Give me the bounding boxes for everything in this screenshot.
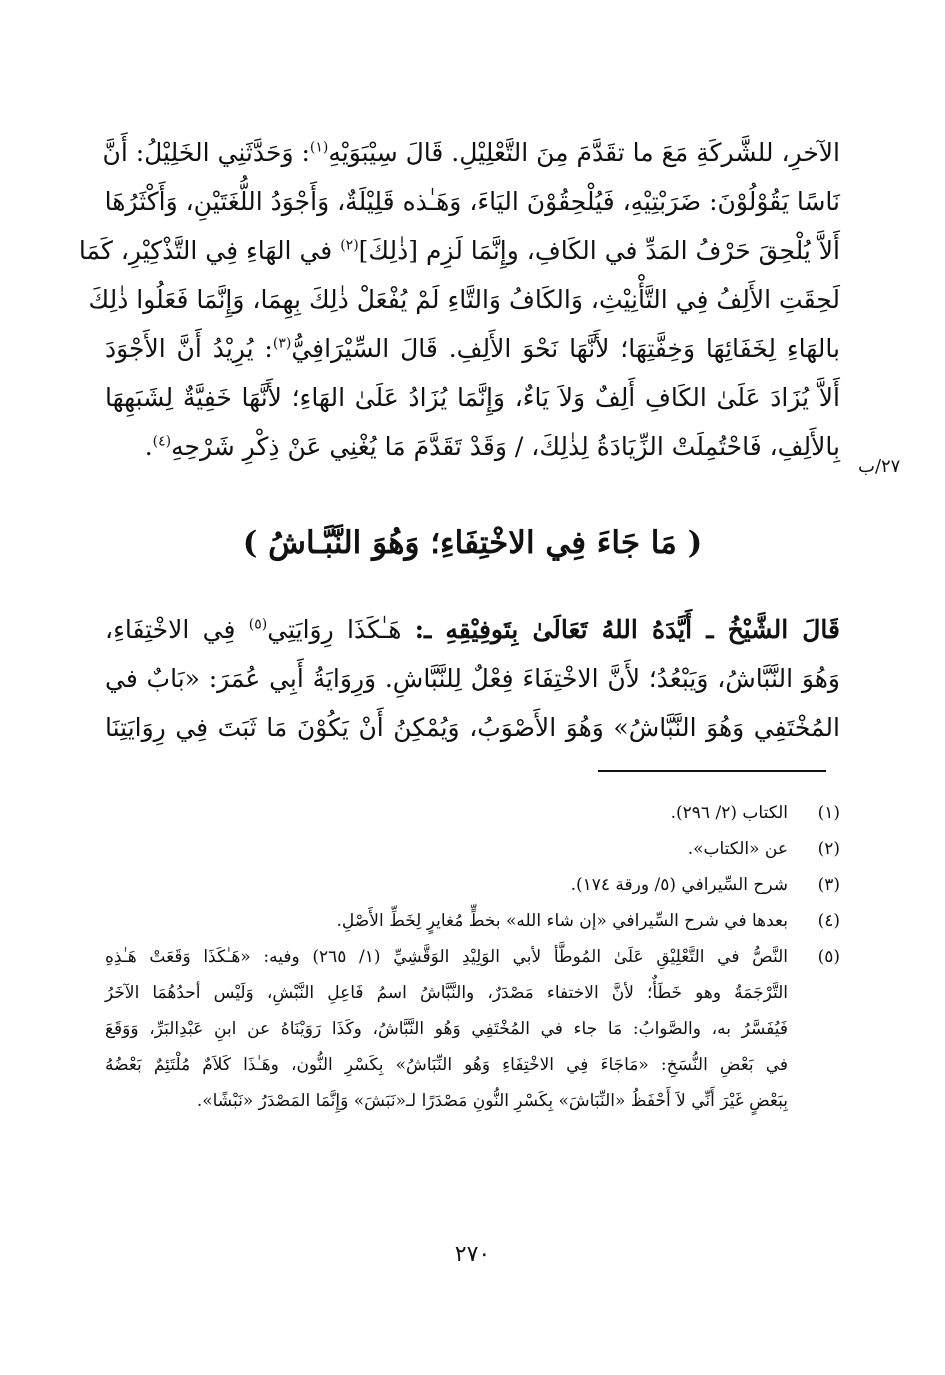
footnote-text-line: في بَعْضِ النُّسَخِ: «مَاجَاءَ فِي الاخْتِفَاءِ وَهُو النِّبَاشُ» بِكَسْرِ النُّون، وهَـٰذَا كَلاَمٌ مُلْتَئِمٌ بَعْضُهُ <box>105 1055 788 1075</box>
page-number: ٢٧٠ <box>454 1242 491 1267</box>
main-line-1: الآخرِ، للشَّركَةِ مَعَ ما تقَدَّمَ مِنَ التَّعْلِيْلِ. قَالَ سِيْبَوَيْهِ$^{(١)}$: وَحَدَّثَنِي الخَلِيْلُ: أَنَّ <box>102 138 840 167</box>
footnote-text: شرح السِّيرافي (٥/ ورقة ١٧٤). <box>570 875 788 895</box>
footnote-5 <box>105 939 840 1119</box>
footnote-separator <box>598 770 826 772</box>
main-text <box>78 128 840 471</box>
footnote-2 <box>105 831 840 867</box>
footnote-text: بعدها في شرح السِّيرافي «إن شاء الله» بخطٍّ مُغايرٍ لِخَطِّ الأَصْلِ. <box>336 911 788 931</box>
sheikh-says: قَالَ الشَّيْخُ ـ أَيَّدَهُ اللهُ تَعَالَىٰ بِتَوفِيْقِهِ ـ: <box>414 615 840 644</box>
footnote-text-line: التَّرْجَمَةُ وهو خَطَأٌ؛ لأنَّ الاختفاء مَصْدَرٌ، والنَّبَّاشُ اسمُ فَاعِلِ النَّبْشِ، وَلَيْس أحدُهُمَا الآخَرُ <box>105 983 788 1003</box>
main-line-6: أَلاَّ يُزَادَ عَلَىٰ الكَافِ أَلِفٌ وَلاَ يَاءٌ، وَإِنَّمَا يُزَادُ عَلَىٰ الهَاءِ؛ لأَنَّهَا خَفِيَّةٌ لِشَبَهِهَا <box>105 383 840 412</box>
footnote-3 <box>105 867 840 903</box>
footnote-ref-2[interactable]: (٢) <box>340 237 359 254</box>
main-line-7: بِالأَلِفِ، فَاحْتُمِلَتْ الزِّيَادَةُ لِذٰلِكَ، / وَقَدْ تَقَدَّمَ مَا يُغْنِي عَنْ ذِكْرِ شَرْحِهِ$^{(٤)}$. <box>144 432 840 461</box>
footnotes <box>105 795 840 1119</box>
footnote-ref-3[interactable]: (٣) <box>272 335 292 352</box>
footnote-number: (٢) <box>817 839 840 859</box>
footnote-1 <box>105 795 840 831</box>
main-line-4: لَحِقَتِ الأَلِفُ فِي التَّأْنِيْثِ، وَالكَافُ وَالتَّاءِ لَمْ يُفْعَلْ ذٰلِكَ بِهِمَا، وَإِنَّمَا فَعَلُوا ذٰلِكَ <box>88 285 840 314</box>
footnote-text-line: فَيُفَسَّرُ به، والصَّوابُ: مَا جاء في المُخْتَفِي وَهُو النَّبَّاشُ، وكَذَا رَوَيْنَاهُ عن ابنِ عَبْدِالبَرِّ، وَوَقَعَ <box>105 1019 788 1039</box>
section-text <box>105 605 840 752</box>
section-line-1: قَالَ الشَّيْخُ ـ أَيَّدَهُ اللهُ تَعَالَىٰ بِتَوفِيْقِهِ ـ: هَـٰكَذَا رِوَايَتِي$^{(٥)}$ فِي الاخْتِفَاءِ، <box>105 615 840 644</box>
main-line-2: نَاسًا يَقُوْلُوْنَ: ضَرَبْتِيْهِ، فَيُلْحِقُوْنَ اليَاءَ، وَهَـٰذه قَلِيْلَةٌ، وَأَجْوَدُ اللُّغَتَيْنِ، وَأَكْثَرُهَا <box>104 187 840 216</box>
folio-margin-note: ٢٧/ب <box>858 456 901 477</box>
footnote-ref-5[interactable]: (٥) <box>248 616 268 633</box>
footnote-number: (١) <box>817 803 840 823</box>
footnote-number: (٤) <box>817 911 840 931</box>
footnote-text: الكتاب (٢/ ٢٩٦). <box>670 803 788 823</box>
footnote-ref-1[interactable]: (١) <box>309 139 329 156</box>
footnote-text-line: النَّصُّ في التَّعْلِيْقِ عَلَىٰ المُوطَّأ لأبي الوَلِيْدِ الوَقَّشِيِّ (١/ ٢٦٥) وفيه: «هَـٰكَذَا وَقَعَتْ هَـٰذِهِ <box>105 947 788 967</box>
footnote-text-line: بِبَعْضٍ غَيْرَ أَنِّي لاَ أَحْفَظُ «النِّبَاشَ» بِكَسْرِ النُّونِ مَصْدَرًا لـ«نَبَشَ» وَإِنَّمَا المَصْدَرُ «نَبْشًا». <box>196 1091 788 1111</box>
footnote-4 <box>105 903 840 939</box>
main-line-3: أَلاَّ يُلْحِقَ حَرْفُ المَدِّ في الكَافِ، وإِنَّمَا لَزِم [ذٰلِكَ]$^{(٢)}$ في الهَاءِ فِي التَّذْكِيْرِ، كَمَا <box>78 236 840 265</box>
section-heading: ( مَا جَاءَ فِي الاخْتِفَاءِ؛ وَهُوَ النَّبَّـاشُ ) <box>242 525 703 561</box>
section-line-3: المُخْتَفِي وَهُوَ النَّبَّاشُ» وَهُوَ الأَصْوَبُ، وَيُمْكِنُ أَنْ يَكُوْنَ مَا ثَبَتَ فِي رِوَايَتِنَا <box>105 713 840 742</box>
footnote-number: (٣) <box>817 875 840 895</box>
footnote-text: عن «الكتاب». <box>687 839 788 859</box>
section-line-2: وَهُوَ النَّبَّاشُ، وَيَبْعُدُ؛ لأَنَّ الاخْتِفَاءَ فِعْلٌ لِلنَّبَّاشِ. وَرِوَايَةُ أَبِي عُمَرَ: «بَابٌ في <box>105 664 840 693</box>
footnote-ref-4[interactable]: (٤) <box>152 433 172 450</box>
main-line-5: بالهَاءِ لِخَفَائِهَا وَخِفَّتِهَا؛ لأَنَّهَا نَحْوَ الأَلِفِ. قَالَ السِّيْرَافِيُّ$^{(٣)}$: يُرِيْدُ أَنَّ الأَجْوَدَ <box>105 334 840 363</box>
footnote-number: (٥) <box>817 947 840 967</box>
